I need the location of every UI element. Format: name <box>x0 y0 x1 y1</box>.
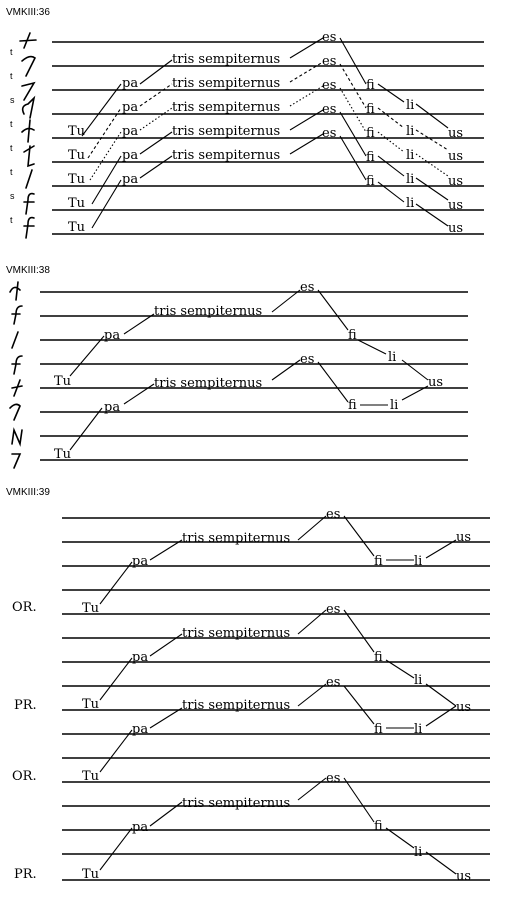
syllable-tris-sempiternus: tris sempiternus <box>182 626 291 641</box>
syllables <box>68 30 463 236</box>
small-letter: t <box>10 215 13 225</box>
syllable-es: es <box>326 602 341 617</box>
syllable-li: li <box>406 196 415 211</box>
clef-sign <box>12 306 22 324</box>
syllable-li: li <box>406 124 415 139</box>
syllables <box>54 280 443 462</box>
syllable-tu: Tu <box>54 374 72 389</box>
clef-sign <box>10 404 20 420</box>
syllable-tris-sempiternus: tris sempiternus <box>182 531 291 546</box>
syllable-pa: pa <box>132 650 149 665</box>
syllable-tris-sempiternus: tris sempiternus <box>182 698 291 713</box>
syllable-tu: Tu <box>68 124 86 139</box>
syllable-tris-sempiternus: tris sempiternus <box>154 304 263 319</box>
voice-label: PR. <box>14 698 37 713</box>
clef-sign <box>12 430 22 444</box>
syllable-li: li <box>388 350 397 365</box>
syllable-es: es <box>322 30 337 45</box>
clef-sign <box>22 83 34 100</box>
voice-label: PR. <box>14 867 37 882</box>
syllable-es: es <box>322 102 337 117</box>
syllable-es: es <box>300 352 315 367</box>
panel-vmkiii-36 <box>6 7 484 238</box>
clef-sign <box>12 332 18 348</box>
syllable-tris-sempiternus: tris sempiternus <box>172 76 281 91</box>
clef-sign <box>12 356 22 374</box>
clef-sign <box>24 218 34 238</box>
syllable-tris-sempiternus: tris sempiternus <box>172 52 281 67</box>
clef-sign <box>22 57 35 76</box>
syllable-li: li <box>414 722 423 737</box>
small-letter: t <box>10 119 13 129</box>
syllable-tu: Tu <box>82 769 100 784</box>
syllable-li: li <box>414 673 423 688</box>
syllable-fi: fi <box>366 102 375 117</box>
syllable-es: es <box>300 280 315 295</box>
syllable-fi: fi <box>348 398 357 413</box>
syllable-tris-sempiternus: tris sempiternus <box>172 124 281 139</box>
syllable-us: us <box>428 375 444 390</box>
clef-sign <box>24 194 34 214</box>
syllable-fi: fi <box>374 722 383 737</box>
clef-sign <box>24 146 34 166</box>
syllable-us: us <box>456 700 472 715</box>
syllable-tris-sempiternus: tris sempiternus <box>154 376 263 391</box>
syllable-fi: fi <box>366 126 375 141</box>
syllables <box>82 507 471 884</box>
panel-vmkiii-39 <box>6 487 490 884</box>
small-letter: t <box>10 71 13 81</box>
syllable-tu: Tu <box>68 172 86 187</box>
syllable-fi: fi <box>374 650 383 665</box>
syllable-li: li <box>406 98 415 113</box>
syllable-tu: Tu <box>82 867 100 882</box>
syllable-pa: pa <box>132 554 149 569</box>
small-letter: s <box>10 191 15 201</box>
syllable-tu: Tu <box>68 148 86 163</box>
syllable-tu: Tu <box>54 447 72 462</box>
syllable-li: li <box>390 398 399 413</box>
syllable-us: us <box>448 149 464 164</box>
syllable-li: li <box>406 172 415 187</box>
syllable-fi: fi <box>366 174 375 189</box>
small-letter: t <box>10 47 13 57</box>
panel-vmkiii-38 <box>6 265 468 468</box>
clef-sign <box>23 98 34 118</box>
small-letter: t <box>10 143 13 153</box>
voice-labels <box>12 600 37 882</box>
syllable-us: us <box>456 869 472 884</box>
syllable-li: li <box>414 554 423 569</box>
clef-sign <box>20 33 36 48</box>
syllable-li: li <box>414 845 423 860</box>
syllable-es: es <box>322 126 337 141</box>
syllable-es: es <box>326 771 341 786</box>
clef-sign <box>12 454 20 468</box>
panel-title: VMKIII:39 <box>6 487 50 498</box>
syllable-pa: pa <box>104 400 121 415</box>
syllable-tu: Tu <box>68 196 86 211</box>
syllable-tris-sempiternus: tris sempiternus <box>172 100 281 115</box>
syllable-fi: fi <box>366 78 375 93</box>
syllable-pa: pa <box>132 722 149 737</box>
syllable-us: us <box>448 174 464 189</box>
panel-title: VMKIII:38 <box>6 265 50 276</box>
panel-title: VMKIII:36 <box>6 7 50 18</box>
syllable-fi: fi <box>366 150 375 165</box>
syllable-tris-sempiternus: tris sempiternus <box>182 796 291 811</box>
small-letter: s <box>10 95 15 105</box>
syllable-us: us <box>448 221 464 236</box>
clef-sign <box>26 170 32 188</box>
syllable-pa: pa <box>132 820 149 835</box>
syllable-tu: Tu <box>82 601 100 616</box>
neume-lines <box>100 516 456 874</box>
syllable-pa: pa <box>122 100 139 115</box>
voice-label: OR. <box>12 769 37 784</box>
syllable-es: es <box>322 54 337 69</box>
small-letter: t <box>10 167 13 177</box>
clef-sign <box>12 380 22 396</box>
syllable-us: us <box>448 198 464 213</box>
clef-column <box>10 282 22 468</box>
syllable-fi: fi <box>348 328 357 343</box>
voice-label: OR. <box>12 600 37 615</box>
syllable-us: us <box>448 126 464 141</box>
syllable-fi: fi <box>374 554 383 569</box>
syllable-pa: pa <box>104 328 121 343</box>
syllable-tris-sempiternus: tris sempiternus <box>172 148 281 163</box>
syllable-fi: fi <box>374 819 383 834</box>
syllable-pa: pa <box>122 76 139 91</box>
clef-column <box>10 33 36 238</box>
syllable-pa: pa <box>122 124 139 139</box>
syllable-pa: pa <box>122 148 139 163</box>
syllable-es: es <box>326 675 341 690</box>
clef-sign <box>10 282 20 300</box>
syllable-tu: Tu <box>82 697 100 712</box>
syllable-pa: pa <box>122 172 139 187</box>
syllable-us: us <box>456 530 472 545</box>
syllable-tu: Tu <box>68 220 86 235</box>
syllable-li: li <box>406 148 415 163</box>
clef-sign <box>22 120 34 142</box>
syllable-es: es <box>322 78 337 93</box>
syllable-es: es <box>326 507 341 522</box>
